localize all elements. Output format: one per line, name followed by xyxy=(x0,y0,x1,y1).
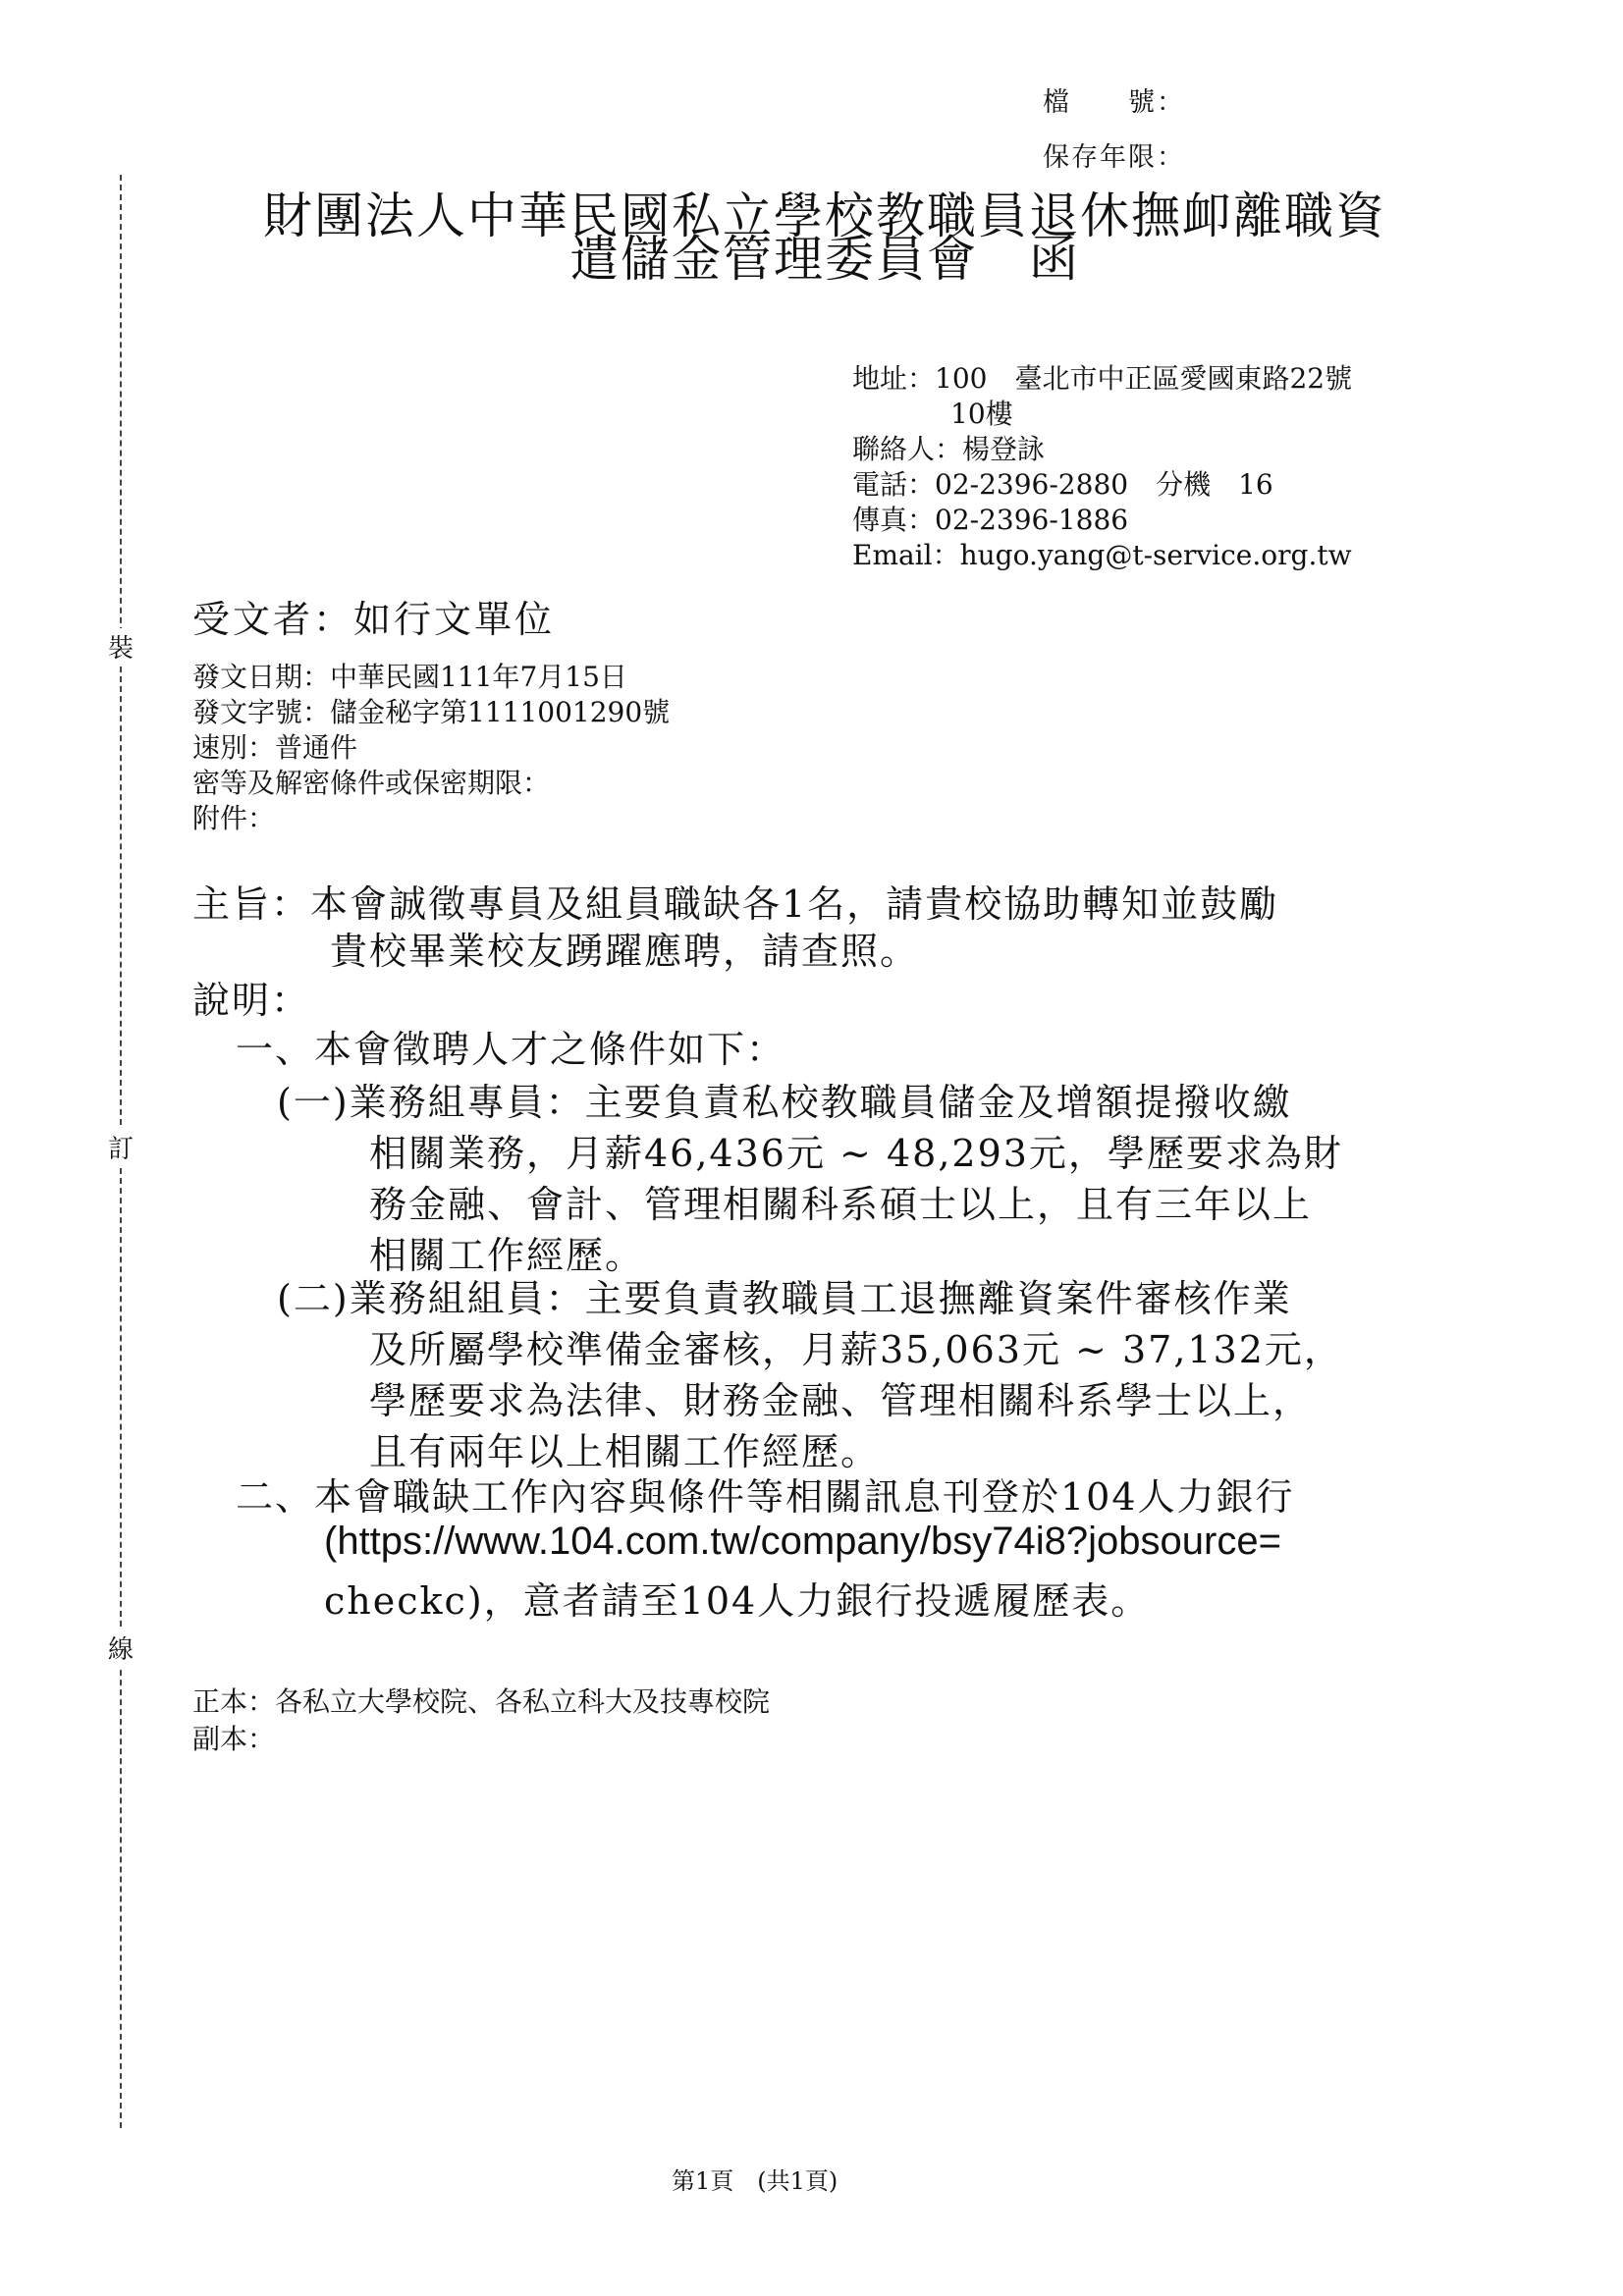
original-recipients: 正本：各私立大學校院、各私立科大及技專校院 xyxy=(192,1685,771,1718)
document-meta xyxy=(192,660,670,836)
secrecy-level: 密等及解密條件或保密期限： xyxy=(192,767,551,799)
phone: 電話：02-2396-2880 分機 16 xyxy=(852,468,1273,501)
subject-line-2: 貴校畢業校友踴躍應聘，請查照。 xyxy=(330,930,920,973)
binding-mark-zhuang: 裝 xyxy=(106,628,135,665)
sub-item-2-line-3: 學歷要求為法律、財務金融、管理相關科系學士以上， xyxy=(369,1379,1313,1422)
sub-item-1-line-4: 相關工作經歷。 xyxy=(369,1234,645,1277)
sub-item-1-line-3: 務金融、會計、管理相關科系碩士以上，且有三年以上 xyxy=(369,1183,1313,1226)
attachment: 附件： xyxy=(192,802,276,834)
address-continued: 10樓 xyxy=(950,398,1013,430)
file-number-label: 檔 號： xyxy=(1043,87,1185,118)
retention-period-label: 保存年限： xyxy=(1043,142,1185,173)
address: 地址：100 臺北市中正區愛國東路22號 xyxy=(852,362,1353,395)
document-number: 發文字號：儲金秘字第1111001290號 xyxy=(192,696,671,728)
speed: 速別：普通件 xyxy=(192,731,358,764)
email: Email：hugo.yang@t-service.org.tw xyxy=(852,539,1352,571)
page-number: 第1頁 (共1頁) xyxy=(672,2167,839,2195)
job-listing-url: (https://www.104.com.tw/company/bsy74i8?jobsource= xyxy=(324,1520,1281,1563)
title-line-1: 財團法人中華民國私立學校教職員退休撫卹離職資 xyxy=(263,187,1386,244)
sub-item-2-line-1: (二)業務組組員：主要負責教職員工退撫離資案件審核作業 xyxy=(277,1277,1292,1320)
recipient: 受文者：如行文單位 xyxy=(192,598,556,641)
explanation-item-1: 一、本會徵聘人才之條件如下： xyxy=(236,1028,786,1071)
explanation-item-2-line-1: 二、本會職缺工作內容與條件等相關訊息刊登於104人力銀行 xyxy=(236,1475,1295,1519)
copy-recipients: 副本： xyxy=(192,1723,276,1755)
explanation-item-2-line-3: checkc)，意者請至104人力銀行投遞履歷表。 xyxy=(324,1579,1151,1623)
sub-item-1-line-2: 相關業務，月薪46,436元 ~ 48,293元，學歷要求為財 xyxy=(369,1132,1343,1175)
explanation-label: 說明： xyxy=(192,979,311,1022)
title-line-2: 遣儲金管理委員會 函 xyxy=(569,231,1080,288)
document-title xyxy=(206,188,1443,287)
subject-line-1: 主旨：本會誠徵專員及組員職缺各1名，請貴校協助轉知並鼓勵 xyxy=(192,882,1279,926)
issue-date: 發文日期：中華民國111年7月15日 xyxy=(192,661,627,693)
contact-person: 聯絡人：楊登詠 xyxy=(852,433,1046,465)
contact-block xyxy=(852,361,1352,573)
fax: 傳真：02-2396-1886 xyxy=(852,504,1129,536)
binding-mark-ding: 訂 xyxy=(106,1129,135,1165)
binding-mark-xian: 線 xyxy=(106,1629,135,1666)
sub-item-1-line-1: (一)業務組專員：主要負責私校教職員儲金及增額提撥收繳 xyxy=(277,1081,1292,1124)
sub-item-2-line-4: 且有兩年以上相關工作經歷。 xyxy=(369,1430,881,1473)
sub-item-2-line-2: 及所屬學校準備金審核，月薪35,063元 ~ 37,132元， xyxy=(369,1328,1343,1371)
